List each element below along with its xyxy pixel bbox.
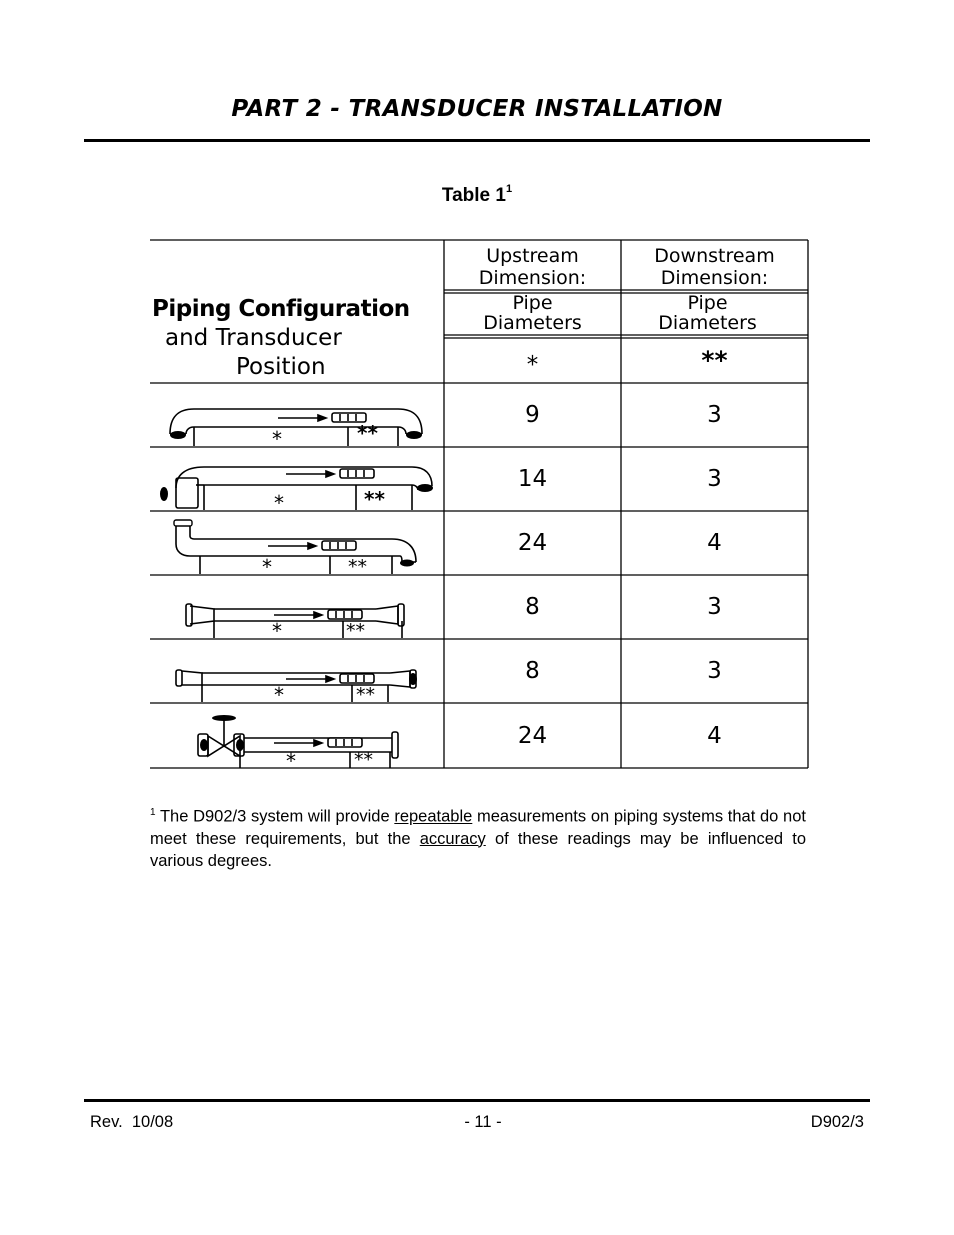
row5-downstream: 3: [707, 658, 722, 684]
footer-rule: [84, 1099, 870, 1102]
downstream-header-line3: Pipe: [687, 292, 728, 314]
footnote-repeatable: repeatable: [394, 807, 473, 826]
piping-diagram-row4: [150, 576, 444, 638]
downstream-header-units: [614, 293, 801, 333]
row2-upstream-mark: *: [274, 491, 284, 510]
footer-revision: Rev. 10/08: [90, 1113, 174, 1131]
row5-upstream: 8: [525, 658, 540, 684]
row2-upstream: 14: [517, 466, 548, 492]
downstream-symbol: **: [701, 346, 728, 375]
piping-header-line2: and Transducer: [165, 325, 342, 351]
row3-upstream: 24: [517, 530, 548, 556]
table-caption: [0, 185, 954, 207]
upstream-header-top: [444, 245, 621, 289]
downstream-header-top: [621, 245, 808, 289]
piping-header-line3: Position: [236, 354, 326, 380]
row3-upstream-mark: *: [262, 555, 272, 574]
footnote-text-part1: The D902/3 system will provide: [155, 807, 395, 826]
row6-downstream: 4: [707, 723, 722, 749]
footnote-marker: 1: [150, 807, 156, 818]
upstream-header-line2: Dimension:: [478, 267, 587, 289]
footnote-accuracy: accuracy: [419, 829, 486, 848]
header-rule: [84, 139, 870, 142]
row1-upstream-mark: *: [272, 427, 282, 446]
row5-upstream-mark: *: [274, 683, 284, 702]
piping-diagram-row3: [150, 512, 444, 574]
piping-diagram-row6: [150, 704, 444, 768]
row2-downstream: 3: [707, 466, 722, 492]
table-caption-text: Table 1: [441, 185, 506, 206]
piping-header-line1: Piping Configuration: [152, 296, 410, 322]
row2-downstream-mark: **: [364, 487, 385, 510]
upstream-header-line3: Pipe: [512, 292, 553, 314]
piping-diagram-row2: [150, 448, 444, 510]
row6-upstream-mark: *: [286, 749, 296, 768]
row3-downstream-mark: **: [348, 556, 367, 574]
footnote-text-part2: measurements on piping systems that do not meet these requirements, but the: [150, 807, 806, 848]
upstream-header-line4: Diameters: [483, 312, 582, 334]
row3-downstream: 4: [707, 530, 722, 556]
upstream-symbol: *: [526, 352, 539, 378]
row1-downstream: 3: [707, 402, 722, 428]
row4-upstream-mark: *: [272, 619, 282, 638]
downstream-header-line4: Diameters: [658, 312, 757, 334]
piping-diagram-row1: [150, 384, 444, 446]
footer-page-number: - 11 -: [464, 1113, 502, 1131]
row1-downstream-mark: **: [357, 421, 378, 445]
row4-downstream-mark: **: [346, 620, 365, 638]
footer-document-id: D902/3: [810, 1113, 864, 1131]
row4-upstream: 8: [525, 594, 540, 620]
downstream-header-line2: Dimension:: [660, 267, 769, 289]
upstream-header-line1: Upstream: [486, 245, 579, 267]
downstream-header-line1: Downstream: [654, 245, 775, 267]
piping-diagram-row5: [150, 640, 444, 702]
row5-downstream-mark: **: [356, 684, 375, 702]
table-caption-footnote-ref: 1: [505, 183, 513, 195]
footnote-text-part3: of these readings may be influenced to various degrees.: [150, 829, 806, 870]
row6-downstream-mark: **: [354, 749, 373, 768]
piping-configuration-header: [150, 295, 444, 382]
row1-upstream: 9: [525, 402, 540, 428]
row4-downstream: 3: [707, 594, 722, 620]
upstream-header-units: [444, 293, 621, 333]
page-title: PART 2 - TRANSDUCER INSTALLATION: [231, 96, 723, 122]
table-footnote: [150, 802, 806, 872]
row6-upstream: 24: [517, 723, 548, 749]
